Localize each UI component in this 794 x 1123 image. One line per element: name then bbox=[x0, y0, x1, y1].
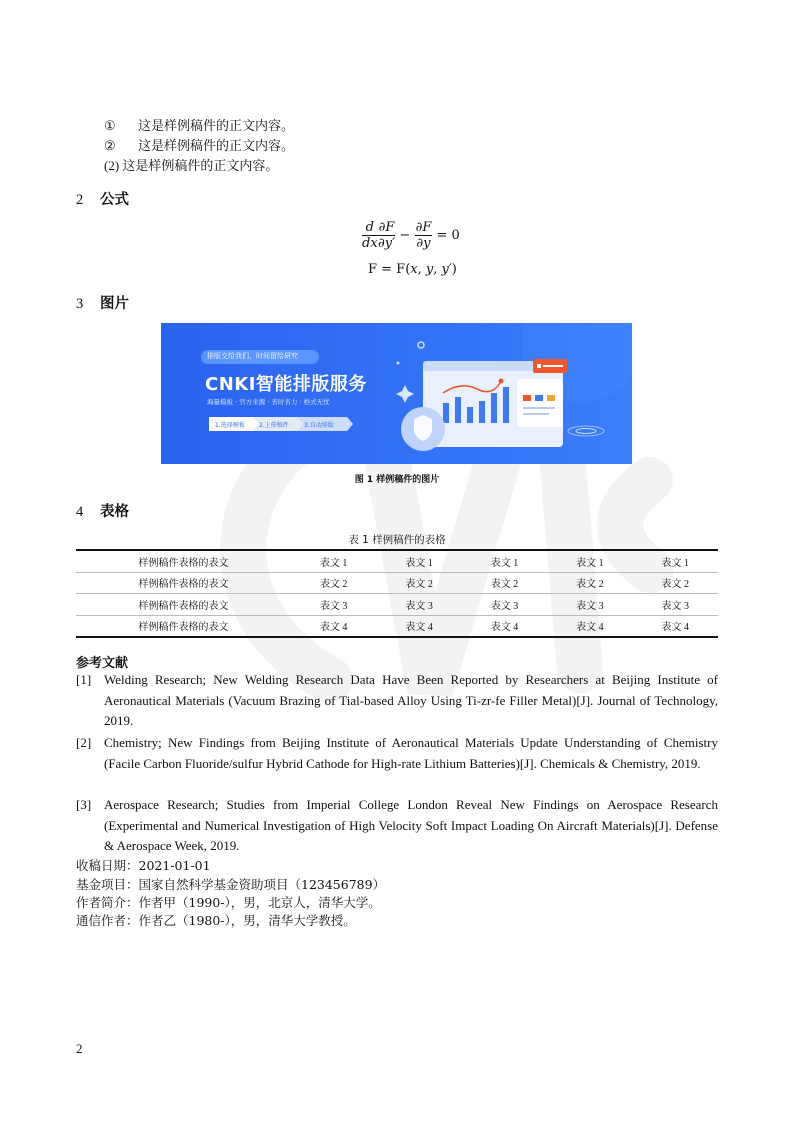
table-cell: 表文 3 bbox=[376, 594, 461, 616]
section-number: 3 bbox=[76, 296, 84, 312]
section-title: 公式 bbox=[100, 192, 129, 208]
table-cell: 表文 3 bbox=[547, 594, 632, 616]
reference-text: Welding Research; New Welding Research Data Have Been Reported by Researchers at Beijing Institute of Aeronautical Materials (Vacuum Brazing of Tial-based Alloy Using Ti-zr-fe Filler Metal)[J]. Journal of Technology, 2019. bbox=[104, 672, 718, 729]
banner-tagline: 排版交给我们，时间留给研究 bbox=[207, 352, 298, 360]
section-heading bbox=[76, 500, 129, 521]
section-title: 图片 bbox=[100, 296, 129, 312]
table-cell: 表文 2 bbox=[291, 572, 376, 594]
table-cell: 表文 3 bbox=[462, 594, 547, 616]
list-text: 这是样例稿件的正文内容。 bbox=[138, 138, 295, 153]
page-number: 2 bbox=[76, 1041, 83, 1056]
table-cell: 表文 2 bbox=[376, 572, 461, 594]
table-cell: 表文 1 bbox=[291, 550, 376, 572]
received-date: 收稿日期：2021-01-01 bbox=[76, 858, 211, 873]
banner-step-1: 1.选择模板 bbox=[215, 422, 245, 429]
reference-item bbox=[76, 733, 718, 774]
table-cell: 样例稿件表格的表文 bbox=[76, 550, 291, 572]
table-row bbox=[76, 594, 718, 616]
table-row bbox=[76, 550, 718, 572]
table-cell: 表文 2 bbox=[462, 572, 547, 594]
table-cell: 表文 1 bbox=[633, 550, 718, 572]
reference-item bbox=[76, 670, 718, 732]
list-number: (2) bbox=[104, 158, 120, 173]
list-number: ① bbox=[104, 118, 116, 133]
list-number: ② bbox=[104, 138, 116, 153]
table-cell: 表文 4 bbox=[547, 615, 632, 637]
reference-number: [3] bbox=[76, 797, 92, 812]
list-item bbox=[104, 158, 278, 174]
table-row bbox=[76, 572, 718, 594]
table-cell: 表文 1 bbox=[462, 550, 547, 572]
equals-zero: = 0 bbox=[436, 228, 460, 243]
corresponding-author: 通信作者：作者乙（1980-），男，清华大学教授。 bbox=[76, 913, 356, 928]
section-number: 2 bbox=[76, 192, 84, 208]
formula-line-2: F = F(𝑥, 𝑦, 𝑦′) bbox=[368, 262, 457, 277]
table-cell: 表文 2 bbox=[633, 572, 718, 594]
table-cell: 表文 1 bbox=[547, 550, 632, 572]
fraction-d-dx: $\frac{d}{dx}$ bbox=[362, 220, 378, 251]
formula-line-1 bbox=[362, 220, 460, 251]
reference-text: Aerospace Research; Studies from Imperial College London Reveal New Findings on Aerospace Research (Experimental and Numerical Investigation of High Velocity Soft Impact Loading On Aircraft Materials)[J]. Defense & Aerospace Week, 2019. bbox=[104, 797, 718, 854]
list-text: 这是样例稿件的正文内容。 bbox=[138, 118, 295, 133]
banner-title: CNKI智能排版服务 bbox=[205, 374, 367, 395]
fraction-dF-dy-prime: $\frac{\partial F}{\partial y'}$ bbox=[378, 220, 396, 251]
list-text: 这是样例稿件的正文内容。 bbox=[122, 158, 279, 173]
data-table bbox=[76, 549, 718, 638]
table-cell: 表文 4 bbox=[376, 615, 461, 637]
section-heading bbox=[76, 292, 129, 313]
author-bio: 作者简介：作者甲（1990-），男，北京人，清华大学。 bbox=[76, 895, 381, 910]
table-cell: 样例稿件表格的表文 bbox=[76, 594, 291, 616]
table-cell: 样例稿件表格的表文 bbox=[76, 615, 291, 637]
table-cell: 表文 3 bbox=[633, 594, 718, 616]
reference-item bbox=[76, 795, 718, 857]
table-cell: 表文 1 bbox=[376, 550, 461, 572]
figure-banner bbox=[161, 323, 632, 464]
table-title: 表 1 样例稿件的表格 bbox=[348, 534, 446, 546]
fraction-dF-dy: $\frac{\partial F}{\partial y}$ bbox=[415, 220, 432, 251]
banner-features: 海量模板 · 官方来源 · 省时省力 · 格式无忧 bbox=[207, 398, 330, 406]
figure-caption: 图 1 样例稿件的图片 bbox=[354, 475, 440, 485]
list-item bbox=[104, 118, 294, 134]
reference-number: [2] bbox=[76, 735, 92, 750]
table-cell: 表文 4 bbox=[462, 615, 547, 637]
table-cell: 样例稿件表格的表文 bbox=[76, 572, 291, 594]
table-cell: 表文 3 bbox=[291, 594, 376, 616]
table-cell: 表文 4 bbox=[291, 615, 376, 637]
funding-info: 基金项目：国家自然科学基金资助项目（123456789） bbox=[76, 877, 386, 892]
section-title: 表格 bbox=[100, 504, 129, 520]
section-heading bbox=[76, 188, 129, 209]
minus-sign: − bbox=[399, 228, 411, 243]
section-number: 4 bbox=[76, 504, 84, 520]
banner-step-3: 3.自动排版 bbox=[304, 422, 334, 429]
reference-text: Chemistry; New Findings from Beijing Institute of Aeronautical Materials Update Understanding of Chemistry (Facile Carbon Fluoride/sulfur Hybrid Cathode for High-rate Lithium Batteries)[J]. Chemicals & Chemistry, 2019. bbox=[104, 735, 718, 771]
table-cell: 表文 4 bbox=[633, 615, 718, 637]
table-row bbox=[76, 615, 718, 637]
banner-step-2: 2.上传稿件 bbox=[259, 422, 289, 429]
list-item bbox=[104, 138, 294, 154]
references-title: 参考文献 bbox=[76, 656, 129, 671]
reference-number: [1] bbox=[76, 672, 92, 687]
table-cell: 表文 2 bbox=[547, 572, 632, 594]
